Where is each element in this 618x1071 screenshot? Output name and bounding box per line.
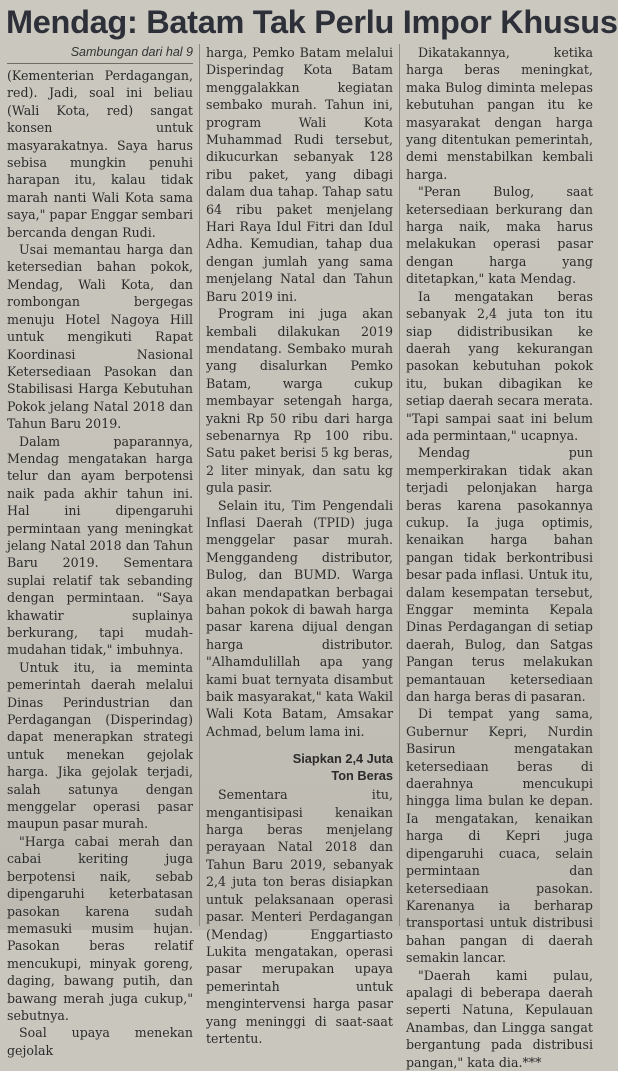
paragraph: Mendag pun memperkirakan tidak akan terjadi pelonjakan harga beras karena pasokannya cukup. Ia juga optimis, kenaikan harga bahan pangan tidak berkontribusi besar pada inflasi. Untuk itu, dalam kesempatan tersebut, Enggar meminta Kepala Dinas Perdagangan di setiap daerah, Bulog, dan Satgas Pangan terus melakukan pemantauan ketersediaan dan harga beras di pasaran.	[406, 445, 593, 705]
paragraph: (Kementerian Perdagangan, red). Jadi, soal ini beliau (Wali Kota, red) sangat konsen untuk masyarakatnya. Saya harus sebisa mungkin penuhi harapan itu, kalau tidak marah nanti Wali Kota sama saya," papar Enggar sembari bercanda dengan Rudi.	[7, 68, 193, 240]
continuation-note: Sambungan dari hal 9	[7, 44, 193, 64]
article-column-1	[7, 44, 193, 1058]
paragraph: Di tempat yang sama, Gubernur Kepri, Nurdin Basirun mengatakan ketersediaan beras di daerahnya mencukupi hingga lima bulan ke depan. Ia mengatakan, kenaikan harga di Kepri juga dipengaruhi cuaca, selain permintaan dan ketersediaan pasokan. Karenanya ia berharap transportasi untuk distribusi bahan pangan di daerah semakin lancar.	[406, 706, 593, 966]
subheading-line-2: Ton Beras	[331, 768, 393, 784]
column-rule-left	[199, 44, 200, 926]
paragraph: Usai memantau harga dan ketersedian bahan pokok, Mendag, Wali Kota, dan rombongan bergegas menuju Hotel Nagoya Hill untuk mengikuti Rapat Koordinasi Nasional Ketersediaan Pasokan dan Stabilisasi Harga Kebutuhan Pokok jelang Natal 2018 dan Tahun Baru 2019.	[7, 242, 193, 432]
paragraph: Sementara itu, mengantisipasi kenaikan harga beras menjelang perayaan Natal 2018 dan Tahun Baru 2019, sebanyak 2,4 juta ton beras disiapkan untuk pelaksanaan operasi pasar. Menteri Perdagangan (Mendag) Enggartiasto Lukita mengatakan, operasi pasar merupakan upaya pemerintah untuk mengintervensi harga pasar yang meninggi di saat-saat tertentu.	[206, 787, 393, 1046]
paragraph: "Daerah kami pulau, apalagi di beberapa daerah seperti Natuna, Kepulauan Anambas, dan Lingga sangat bergantung pada distribusi pangan," kata dia.***	[406, 967, 593, 1070]
paragraph: Dalam paparannya, Mendag mengatakan harga telur dan ayam berpotensi naik pada akhir tahun ini. Hal ini dipengaruhi permintaan yang meningkat jelang Natal 2018 dan Tahun Baru 2019. Sementara suplai relatif tak sebanding dengan permintaan. "Saya khawatir suplainya berkurang, tapi mudah-mudahan tidak," imbuhnya.	[7, 433, 193, 658]
paragraph: Ia mengatakan beras sebanyak 2,4 juta ton itu siap didistribusikan ke daerah yang kekurangan pasokan kebutuhan pokok itu, bukan dibagikan ke setiap daerah secara merata. "Tapi sampai saat ini belum ada permintaan," ucapnya.	[406, 288, 593, 443]
article-column-2	[206, 44, 393, 1046]
column-rule-right	[399, 44, 400, 926]
article-column-3	[406, 44, 593, 1070]
subheading-line-1: Siapkan 2,4 Juta	[292, 751, 393, 767]
paragraph: "Peran Bulog, saat ketersediaan berkurang dan harga naik, maka harus melakukan operasi pasar dengan harga yang ditetapkan," kata Mendag.	[406, 184, 593, 287]
paragraph: Selain itu, Tim Pengendali Inflasi Daerah (TPID) juga menggelar pasar murah. Menggandeng distributor, Bulog, dan BUMD. Warga akan mendapatkan berbagai bahan pokok di bawah harga pasar karena dijual dengan harga distributor. "Alhamdulillah apa yang kami buat ternyata disambut baik masyarakat," kata Wakil Wali Kota Batam, Amsakar Achmad, belum lama ini.	[206, 497, 393, 739]
paragraph: Program ini juga akan kembali dilakukan 2019 mendatang. Sembako murah yang disalurkan Pemko Batam, warga cukup membayar setengah harga, yakni Rp 50 ribu dari harga sebenarnya Rp 100 ribu. Satu paket berisi 5 kg beras, 2 liter minyak, dan satu kg gula pasir.	[206, 306, 393, 496]
paragraph: Untuk itu, ia meminta pemerintah daerah melalui Dinas Perindustrian dan Perdagangan (Disperindag) dapat menerapkan strategi untuk menekan gejolak harga. Jika gejolak terjadi, salah satunya dengan menggelar operasi pasar maupun pasar murah.	[7, 659, 193, 832]
paragraph: "Harga cabai merah dan cabai keriting juga berpotensi naik, sebab dipengaruhi keterbatasan pasokan karena sudah memasuki musim hujan. Pasokan beras relatif mencukupi, minyak goreng, daging, bawang putih, dan bawang merah juga cukup," sebutnya.	[7, 833, 193, 1023]
subheading	[206, 750, 393, 784]
headline: Mendag: Batam Tak Perlu Impor Khusus	[6, 4, 618, 40]
paragraph: Dikatakannya, ketika harga beras meningkat, maka Bulog diminta melepas kebutuhan pangan itu ke masyarakat dengan harga yang ditentukan pemerintah, demi menstabilkan kembali harga.	[406, 45, 593, 182]
paragraph: harga, Pemko Batam melalui Disperindag Kota Batam menggalakkan kegiatan sembako murah. Tahun ini, program Wali Kota Muhammad Rudi tersebut, dikucurkan sebanyak 128 ribu paket, yang dibagi dalam dua tahap. Tahap satu 64 ribu paket menjelang Hari Raya Idul Fitri dan Idul Adha. Kemudian, tahap dua dengan jumlah yang sama menjelang Natal dan Tahun Baru 2019 ini.	[206, 45, 393, 304]
paragraph: Soal upaya menekan gejolak	[7, 1025, 193, 1058]
